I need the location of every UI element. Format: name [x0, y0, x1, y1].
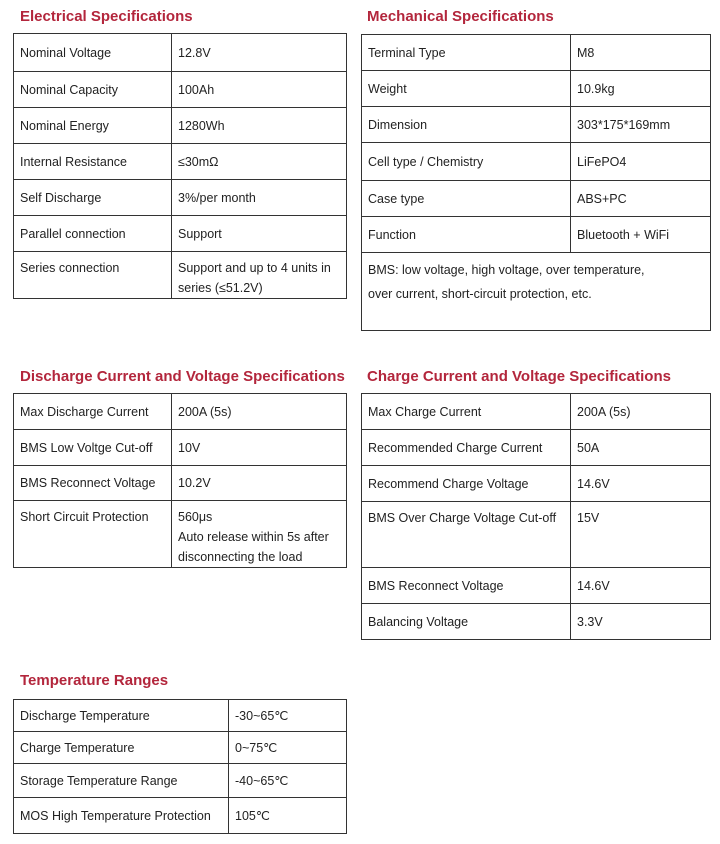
spec-label: BMS Reconnect Voltage: [14, 466, 172, 501]
table-row: [14, 144, 347, 180]
table-row: [14, 700, 347, 732]
spec-label: Charge Temperature: [14, 732, 229, 764]
spec-value: 14.6V: [571, 568, 711, 604]
table-row: [362, 143, 711, 181]
spec-label: Discharge Temperature: [14, 700, 229, 732]
table-row: [362, 502, 711, 568]
table-row: [362, 35, 711, 71]
discharge-spec-table: [13, 393, 347, 568]
table-row: [14, 108, 347, 144]
spec-value: 3.3V: [571, 604, 711, 640]
spec-value: 303*175*169mm: [571, 107, 711, 143]
spec-label: Dimension: [362, 107, 571, 143]
table-row: [14, 798, 347, 834]
spec-label: MOS High Temperature Protection: [14, 798, 229, 834]
spec-value: M8: [571, 35, 711, 71]
spec-label: Self Discharge: [14, 180, 172, 216]
spec-label: Balancing Voltage: [362, 604, 571, 640]
spec-label: Short Circuit Protection: [14, 501, 172, 568]
table-row: [362, 466, 711, 502]
table-row: [14, 501, 347, 568]
spec-label: Case type: [362, 181, 571, 217]
spec-label: Storage Temperature Range: [14, 764, 229, 798]
charge-section-title: Charge Current and Voltage Specifications: [367, 368, 671, 385]
table-row: [362, 568, 711, 604]
table-row: [362, 217, 711, 253]
spec-label: Cell type / Chemistry: [362, 143, 571, 181]
spec-label: Max Discharge Current: [14, 394, 172, 430]
discharge-section-title: Discharge Current and Voltage Specifications: [20, 368, 345, 385]
table-row: [362, 430, 711, 466]
spec-value: 15V: [571, 502, 711, 568]
spec-value: 105℃: [229, 798, 347, 834]
spec-value: 10.9kg: [571, 71, 711, 107]
table-row: [14, 180, 347, 216]
bms-protection-note: [362, 253, 711, 331]
table-row: [362, 181, 711, 217]
spec-value: 100Ah: [172, 72, 347, 108]
temperature-section-title: Temperature Ranges: [20, 672, 169, 689]
table-row: [14, 764, 347, 798]
spec-label: Function: [362, 217, 571, 253]
spec-value: Bluetooth + WiFi: [571, 217, 711, 253]
spec-value: [172, 501, 347, 568]
spec-value: 1280Wh: [172, 108, 347, 144]
spec-value-line: Support and up to 4 units in: [178, 261, 331, 275]
spec-label: BMS Over Charge Voltage Cut-off: [362, 502, 571, 568]
electrical-spec-table: [13, 33, 347, 299]
spec-label: Nominal Energy: [14, 108, 172, 144]
electrical-section-title: Electrical Specifications: [20, 8, 193, 25]
spec-value-line: disconnecting the load: [178, 550, 303, 564]
spec-value: 50A: [571, 430, 711, 466]
spec-label: Max Charge Current: [362, 394, 571, 430]
table-row: [14, 252, 347, 299]
spec-value: 12.8V: [172, 34, 347, 72]
spec-value: LiFePO4: [571, 143, 711, 181]
temperature-spec-table: [13, 699, 347, 834]
table-row: [14, 72, 347, 108]
spec-value-line: 560μs: [178, 510, 213, 524]
spec-value: ≤30mΩ: [172, 144, 347, 180]
spec-value: 10.2V: [172, 466, 347, 501]
mechanical-spec-table: [361, 34, 711, 331]
spec-label: Recommended Charge Current: [362, 430, 571, 466]
spec-value: 3%/per month: [172, 180, 347, 216]
spec-value: 200A (5s): [571, 394, 711, 430]
note-line: over current, short-circuit protection, etc.: [368, 287, 592, 301]
mechanical-section-title: Mechanical Specifications: [367, 8, 554, 25]
spec-value-line: series (≤51.2V): [178, 281, 263, 295]
spec-value: 0~75℃: [229, 732, 347, 764]
table-row: [14, 732, 347, 764]
spec-value: [172, 252, 347, 299]
spec-label: Terminal Type: [362, 35, 571, 71]
spec-label: BMS Low Voltge Cut-off: [14, 430, 172, 466]
spec-label: BMS Reconnect Voltage: [362, 568, 571, 604]
table-row: [14, 430, 347, 466]
table-row: [14, 394, 347, 430]
note-line: BMS: low voltage, high voltage, over temperature,: [368, 263, 645, 277]
spec-value: -30~65℃: [229, 700, 347, 732]
table-row: [14, 34, 347, 72]
table-row: [362, 394, 711, 430]
spec-label: Weight: [362, 71, 571, 107]
table-row: [362, 71, 711, 107]
charge-spec-table: [361, 393, 711, 640]
spec-value-line: Auto release within 5s after: [178, 530, 329, 544]
spec-value: 14.6V: [571, 466, 711, 502]
spec-label: Series connection: [14, 252, 172, 299]
table-row: [362, 107, 711, 143]
spec-label: Recommend Charge Voltage: [362, 466, 571, 502]
spec-label: Nominal Voltage: [14, 34, 172, 72]
table-row: [362, 253, 711, 331]
spec-label: Nominal Capacity: [14, 72, 172, 108]
spec-value: 10V: [172, 430, 347, 466]
spec-label: Parallel connection: [14, 216, 172, 252]
spec-label: Internal Resistance: [14, 144, 172, 180]
table-row: [362, 604, 711, 640]
table-row: [14, 466, 347, 501]
spec-value: ABS+PC: [571, 181, 711, 217]
spec-value: 200A (5s): [172, 394, 347, 430]
spec-value: -40~65℃: [229, 764, 347, 798]
table-row: [14, 216, 347, 252]
spec-value: Support: [172, 216, 347, 252]
